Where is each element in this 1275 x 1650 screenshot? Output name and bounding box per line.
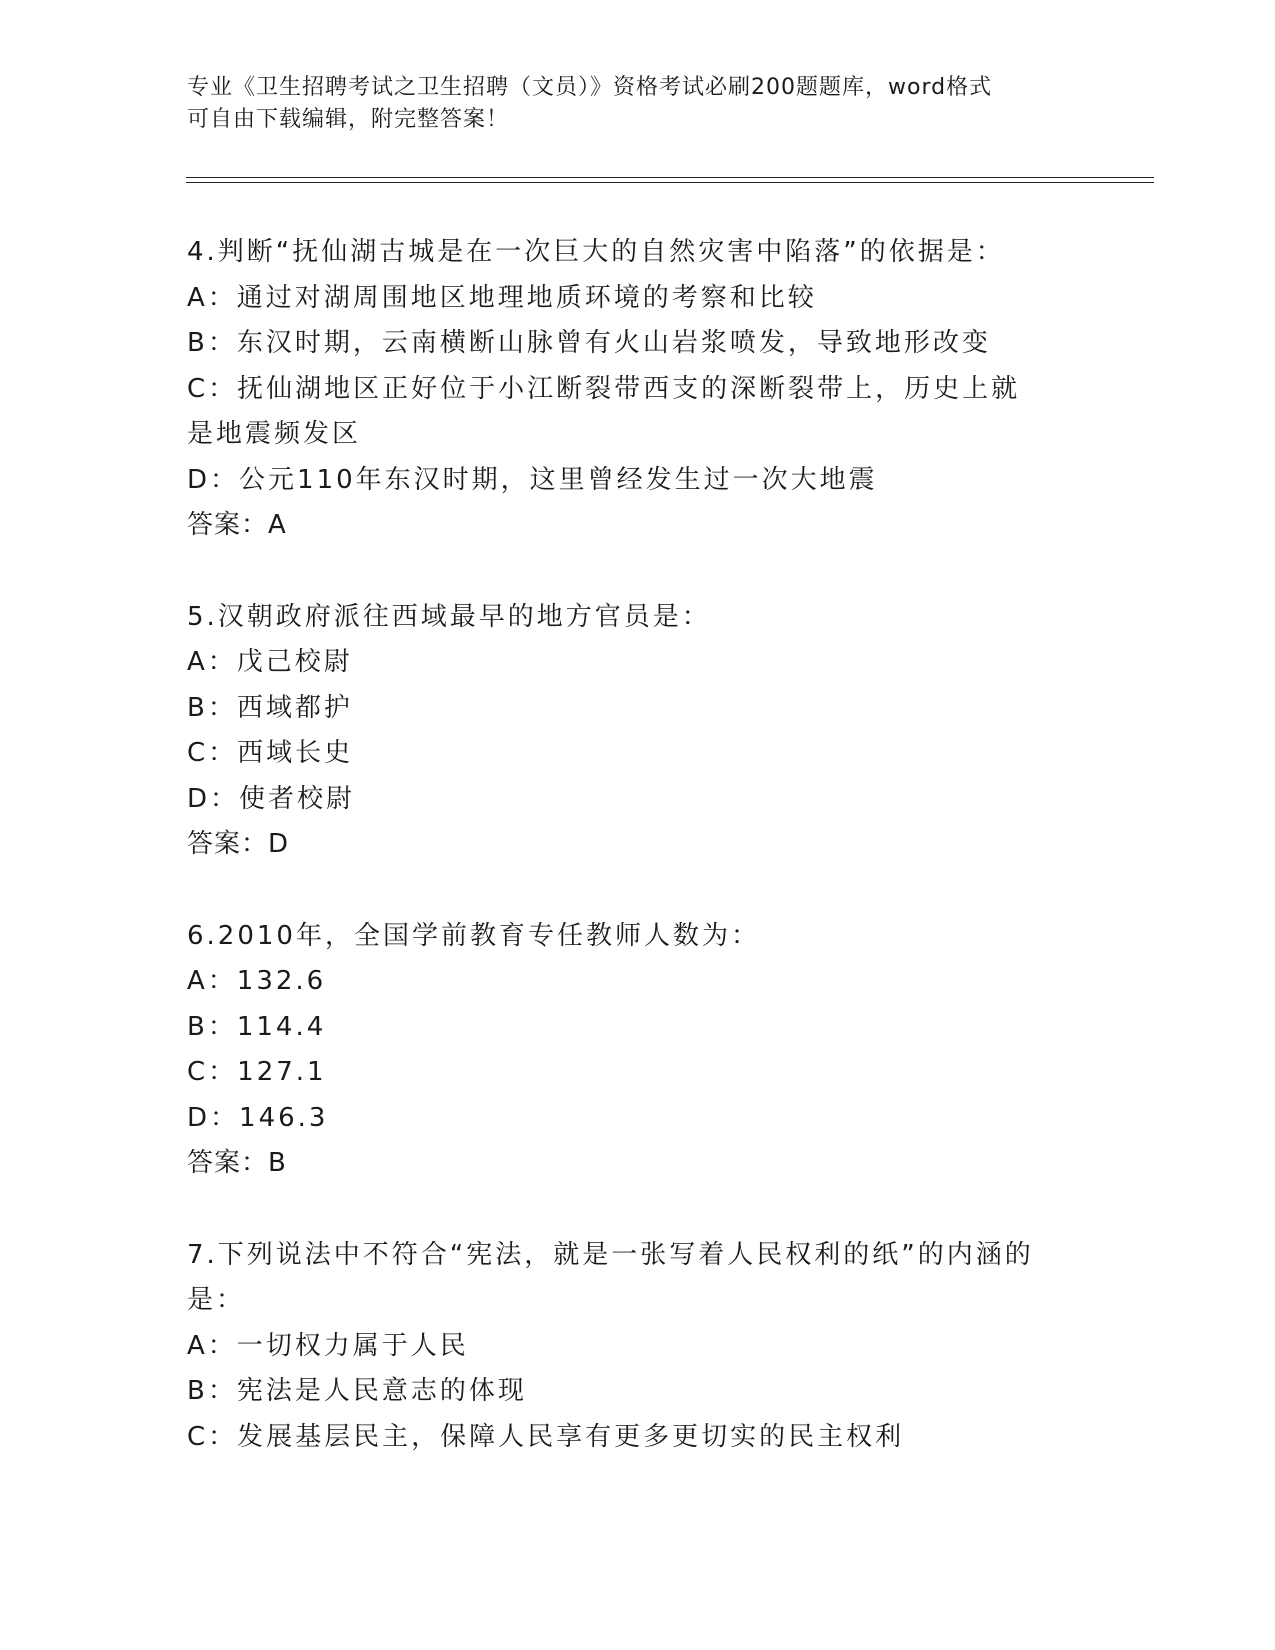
- question-stem: 7.下列说法中不符合“宪法，就是一张写着人民权利的纸”的内涵的是：: [187, 1239, 1034, 1315]
- question-7: [187, 1233, 1107, 1461]
- option-c: C：发展基层民主，保障人民享有更多更切实的民主权利: [187, 1421, 905, 1452]
- option-a: A：132.6: [187, 966, 327, 996]
- header-line-2: 可自由下载编辑，附完整答案！: [187, 107, 510, 132]
- header-line-1: 专业《卫生招聘考试之卫生招聘（文员）》资格考试必刷200题题库，word格式: [187, 75, 993, 100]
- document-header: [187, 72, 1087, 136]
- question-6: [187, 914, 1107, 1187]
- option-d: D：使者校尉: [187, 783, 356, 814]
- answer: 答案：B: [187, 1148, 287, 1178]
- option-d: D：146.3: [187, 1102, 329, 1133]
- option-c: C：抚仙湖地区正好位于小江断裂带西支的深断裂带上，历史上就是地震频发区: [187, 373, 1021, 449]
- option-b: B：114.4: [187, 1011, 327, 1042]
- option-b: B：东汉时期，云南横断山脉曾有火山岩浆喷发，导致地形改变: [187, 328, 991, 358]
- option-b: B：西域都护: [187, 692, 353, 723]
- option-a: A：一切权力属于人民: [187, 1330, 469, 1361]
- option-a: A：通过对湖周围地区地理地质环境的考察和比较: [187, 282, 817, 313]
- question-stem: 6.2010年，全国学前教育专任教师人数为：: [187, 920, 760, 951]
- option-c: C：127.1: [187, 1057, 327, 1087]
- question-5: [187, 595, 1107, 868]
- answer: 答案：A: [187, 510, 287, 540]
- answer: 答案：D: [187, 829, 290, 859]
- question-4: [187, 230, 1107, 549]
- header-divider-bottom: [186, 182, 1154, 183]
- header-divider-top: [186, 177, 1154, 178]
- option-c: C：西域长史: [187, 738, 354, 768]
- question-stem: 4.判断“抚仙湖古城是在一次巨大的自然灾害中陷落”的依据是：: [187, 237, 1005, 267]
- option-a: A：戊己校尉: [187, 647, 353, 677]
- option-d: D：公元110年东汉时期，这里曾经发生过一次大地震: [187, 464, 878, 495]
- question-stem: 5.汉朝政府派往西域最早的地方官员是：: [187, 601, 711, 632]
- option-b: B：宪法是人民意志的体现: [187, 1376, 527, 1406]
- question-list: [187, 230, 1107, 1506]
